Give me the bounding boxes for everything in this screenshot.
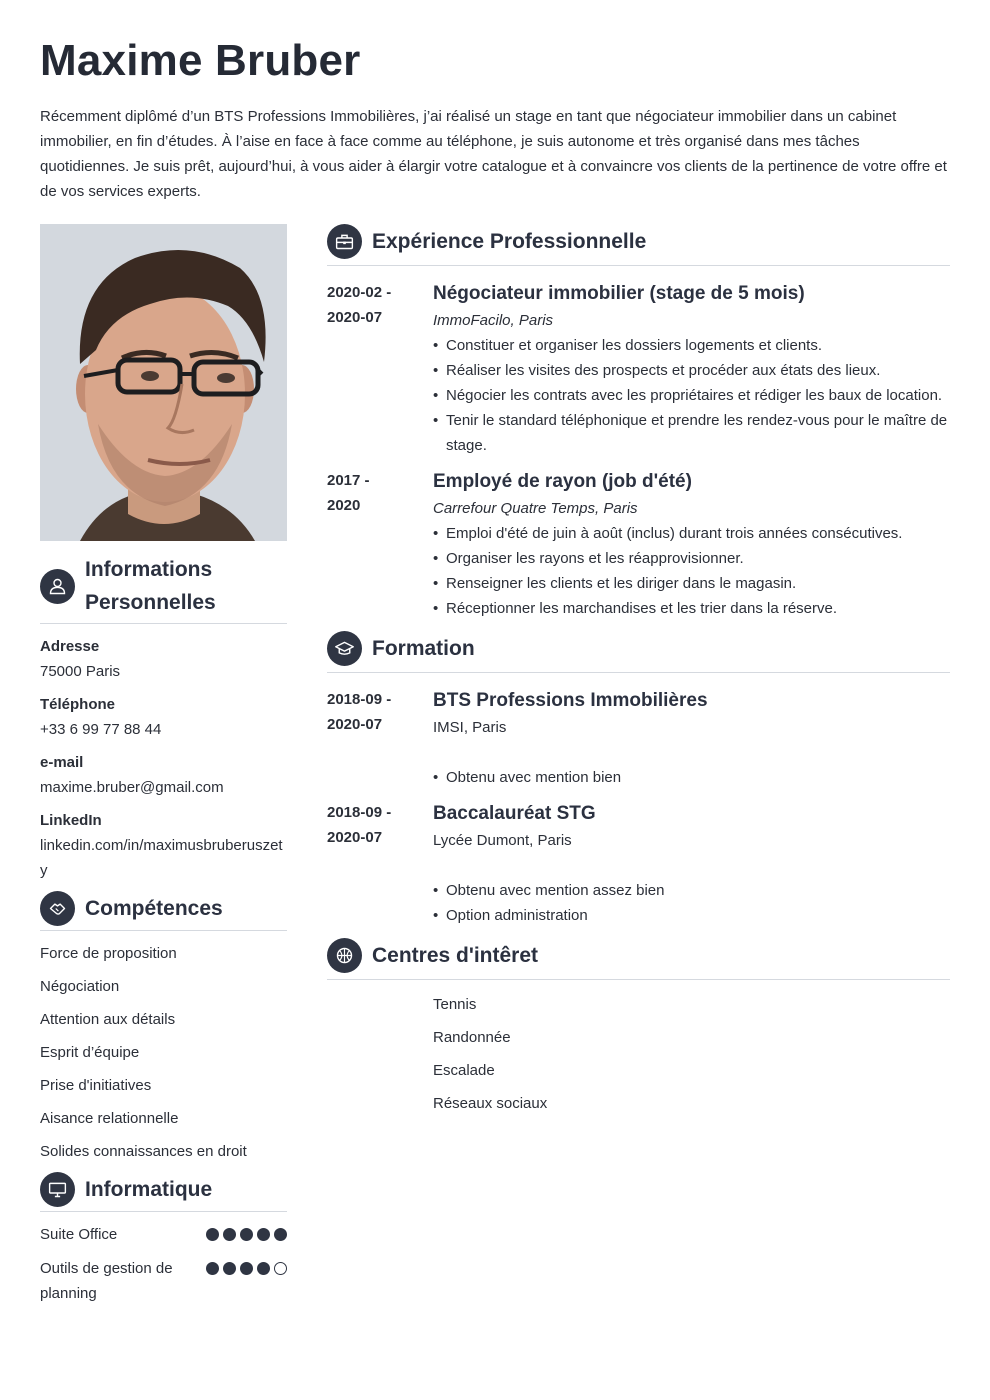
degree-title: BTS Professions Immobilières (433, 690, 708, 711)
task-list (433, 333, 950, 458)
experience-entry (327, 468, 950, 621)
date-end: 2020-07 (327, 309, 383, 326)
date-end: 2020-07 (327, 716, 383, 733)
info-value: linkedin.com/in/maximusbruberuszety (40, 837, 283, 879)
interest-item: Réseaux sociaux (433, 1095, 548, 1112)
task-item: • Réceptionner les marchandises et les trier dans la réserve. (433, 596, 950, 621)
it-skill-row (40, 1256, 287, 1306)
detail-item: • Option administration (433, 903, 950, 928)
info-label: Adresse (40, 638, 100, 655)
graduation-cap-icon (327, 631, 362, 666)
job-title: Employé de rayon (job d'été) (433, 471, 692, 492)
level-dot-filled (257, 1262, 270, 1275)
candidate-name: Maxime Bruber (40, 36, 361, 85)
interest-item: Escalade (433, 1062, 495, 1079)
task-item: • Organiser les rayons et les réapprovisionner. (433, 546, 950, 571)
right-column (327, 224, 950, 1124)
education-title: Formation (372, 636, 475, 660)
level-dot-filled (223, 1262, 236, 1275)
school-name: IMSI, Paris (433, 719, 507, 736)
date-start: 2020-02 - (327, 284, 392, 301)
level-dot-filled (240, 1228, 253, 1241)
task-list (433, 521, 950, 621)
job-title: Négociateur immobilier (stage de 5 mois) (433, 283, 805, 304)
level-dot-filled (240, 1262, 253, 1275)
user-icon (40, 569, 75, 604)
level-dot-filled (206, 1262, 219, 1275)
interests-header (327, 938, 950, 980)
it-skill-row (40, 1222, 287, 1247)
degree-title: Baccalauréat STG (433, 803, 596, 824)
task-item: • Négocier les contrats avec les propriétaires et rédiger les baux de location. (433, 383, 950, 408)
interests-title: Centres d'intêret (372, 943, 539, 967)
detail-item: • Obtenu avec mention assez bien (433, 878, 950, 903)
level-dot-filled (223, 1228, 236, 1241)
task-item: • Emploi d'été de juin à août (inclus) durant trois années consécutives. (433, 521, 950, 546)
entry-date (327, 800, 433, 928)
company-name: ImmoFacilo, Paris (433, 312, 554, 329)
skill-item: Esprit d’équipe (40, 1044, 140, 1061)
it-skill-label: Suite Office (40, 1226, 118, 1243)
info-address (40, 634, 287, 684)
skill-item: Prise d'initiatives (40, 1077, 152, 1094)
education-header (327, 631, 950, 673)
interest-item: Randonnée (433, 1029, 511, 1046)
entry-date (327, 468, 433, 621)
skill-level-dots (206, 1256, 287, 1275)
it-header (40, 1172, 287, 1212)
basketball-icon (327, 938, 362, 973)
task-item: • Réaliser les visites des prospects et procéder aux états des lieux. (433, 358, 950, 383)
experience-header (327, 224, 950, 266)
education-entry (327, 687, 950, 790)
education-entry (327, 800, 950, 928)
task-item: • Renseigner les clients et les diriger dans le magasin. (433, 571, 950, 596)
level-dot-filled (206, 1228, 219, 1241)
info-value: +33 6 99 77 88 44 (40, 721, 162, 738)
company-name: Carrefour Quatre Temps, Paris (433, 500, 638, 517)
profile-summary: Récemment diplômé d’un BTS Professions Immobilières, j’ai réalisé un stage en tant que négociateur immobilier dans un cabinet immobilier, en fin d’études. À l’aise en face à face comme au téléphone, je suis autonome et très organisé dans mes tâches quotidiennes. Je suis prêt, aujourd’hui, à vous aider à élargir votre catalogue et à convaincre vos clients de la pertinence de votre offre et de vos services experts. (40, 108, 947, 200)
personal-info-title: Informations Personnelles (85, 558, 216, 614)
level-dot-filled (274, 1228, 287, 1241)
skill-level-dots (206, 1222, 287, 1241)
entry-date (327, 687, 433, 790)
skill-item: Force de proposition (40, 945, 177, 962)
task-item: • Constituer et organiser les dossiers logements et clients. (433, 333, 950, 358)
handshake-icon (40, 891, 75, 926)
personal-info-header (40, 553, 287, 624)
school-name: Lycée Dumont, Paris (433, 832, 572, 849)
it-skill-label: Outils de gestion de planning (40, 1260, 173, 1302)
detail-list (433, 765, 950, 790)
info-label: e-mail (40, 754, 84, 771)
level-dot-filled (257, 1228, 270, 1241)
profile-photo (40, 224, 287, 541)
skills-header (40, 891, 287, 931)
experience-entry (327, 280, 950, 458)
info-label: Téléphone (40, 696, 116, 713)
briefcase-icon (327, 224, 362, 259)
task-item: • Tenir le standard téléphonique et prendre les rendez-vous pour le maître de stage. (433, 408, 950, 458)
info-phone (40, 692, 287, 742)
skill-item: Aisance relationnelle (40, 1110, 179, 1127)
info-email (40, 750, 287, 800)
date-start: 2018-09 - (327, 804, 392, 821)
it-title: Informatique (85, 1178, 213, 1201)
experience-title: Expérience Professionnelle (372, 229, 647, 253)
date-end: 2020 (327, 497, 361, 514)
skill-item: Négociation (40, 978, 120, 995)
info-value: maxime.bruber@gmail.com (40, 779, 224, 796)
skill-item: Solides connaissances en droit (40, 1143, 247, 1160)
monitor-icon (40, 1172, 75, 1207)
date-end: 2020-07 (327, 829, 383, 846)
skill-item: Attention aux détails (40, 1011, 176, 1028)
date-start: 2017 - (327, 472, 370, 489)
info-linkedin (40, 808, 287, 883)
left-column (40, 224, 287, 1315)
detail-item: • Obtenu avec mention bien (433, 765, 950, 790)
interest-item: Tennis (433, 996, 477, 1013)
entry-date (327, 280, 433, 458)
info-value: 75000 Paris (40, 663, 121, 680)
info-label: LinkedIn (40, 812, 102, 829)
skills-title: Compétences (85, 897, 223, 920)
level-dot-empty (274, 1262, 287, 1275)
detail-list (433, 878, 950, 928)
date-start: 2018-09 - (327, 691, 392, 708)
